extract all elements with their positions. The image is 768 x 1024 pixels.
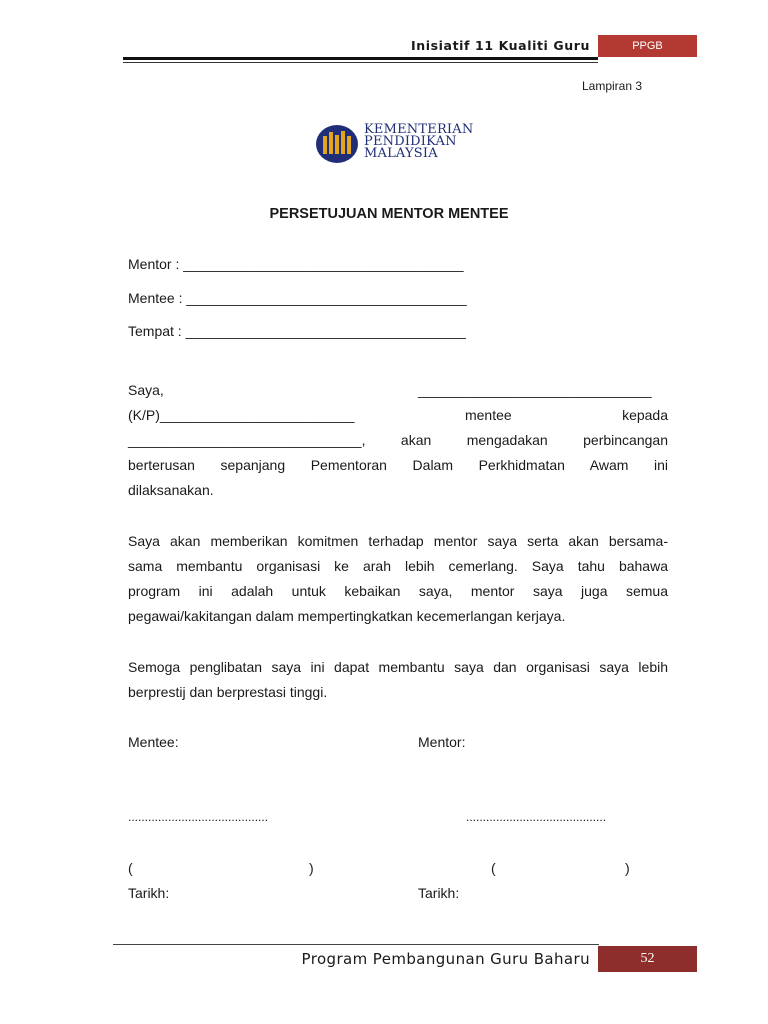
header-rule: [123, 57, 598, 60]
mentee-field: Mentee : ____________________________________: [128, 290, 467, 306]
mentee-signature-label: Mentee:: [128, 734, 179, 750]
logo-line-3: MALAYSIA: [364, 146, 438, 161]
header-title: Inisiatif 11 Kualiti Guru: [411, 38, 590, 53]
para2-line-1: Saya akan memberikan komitmen terhadap mentor saya serta akan bersama-: [128, 533, 668, 549]
ministry-logo-text: [364, 124, 473, 160]
page-number: 52: [598, 946, 697, 972]
para2-line-4: pegawai/kakitangan dalam mempertingkatkan kecemerlangan kerjaya.: [128, 608, 566, 624]
mentee-date-label: Tarikh:: [128, 885, 170, 901]
para3-line-2: berprestij dan berprestasi tinggi.: [128, 684, 328, 700]
mentee-signature-line: ..........................................: [128, 810, 269, 824]
footer-program: Program Pembangunan Guru Baharu: [301, 950, 590, 968]
header-tag: PPGB: [598, 35, 697, 57]
document-title: PERSETUJUAN MENTOR MENTEE: [269, 206, 509, 222]
header-rule-thin: [123, 62, 598, 63]
attachment-label: Lampiran 3: [582, 79, 643, 93]
mentor-name-paren-open: (: [491, 860, 496, 876]
mentor-field: Mentor : ____________________________________: [128, 256, 464, 272]
logo-line-2: PENDIDIKAN: [364, 134, 457, 149]
mentor-date-label: Tarikh:: [418, 885, 460, 901]
para1-line-4: berterusan sepanjang Pementoran Dalam Perkhidmatan Awam ini: [128, 457, 668, 473]
para1-saya: Saya,: [128, 382, 164, 398]
kpm-emblem-icon: [315, 124, 359, 164]
mentee-name-paren-close: ): [309, 860, 314, 876]
para2-line-2: sama membantu organisasi ke arah lebih cemerlang. Saya tahu bahawa: [128, 558, 668, 574]
mentor-signature-line: ..........................................: [466, 810, 607, 824]
paragraph-3: [128, 655, 668, 705]
footer-rule: [113, 944, 599, 945]
para3-line-1: Semoga penglibatan saya ini dapat membantu saya dan organisasi saya lebih: [128, 659, 668, 675]
paragraph-1: [128, 403, 668, 503]
para1-name-blank: ______________________________: [418, 382, 652, 398]
mentor-signature-label: Mentor:: [418, 734, 466, 750]
tempat-field: Tempat : ____________________________________: [128, 323, 466, 339]
para1-line-2: (K/P)_________________________ mentee kepada: [128, 407, 668, 423]
para1-line-5: dilaksanakan.: [128, 482, 214, 498]
logo-line-1: KEMENTERIAN: [364, 122, 474, 137]
mentor-name-paren-close: ): [625, 860, 630, 876]
mentee-name-paren-open: (: [128, 860, 133, 876]
para2-line-3: program ini adalah untuk kebaikan saya, mentor saya juga semua: [128, 583, 668, 599]
paragraph-2: [128, 529, 668, 629]
para1-line-3: ______________________________, akan mengadakan perbincangan: [128, 432, 668, 448]
